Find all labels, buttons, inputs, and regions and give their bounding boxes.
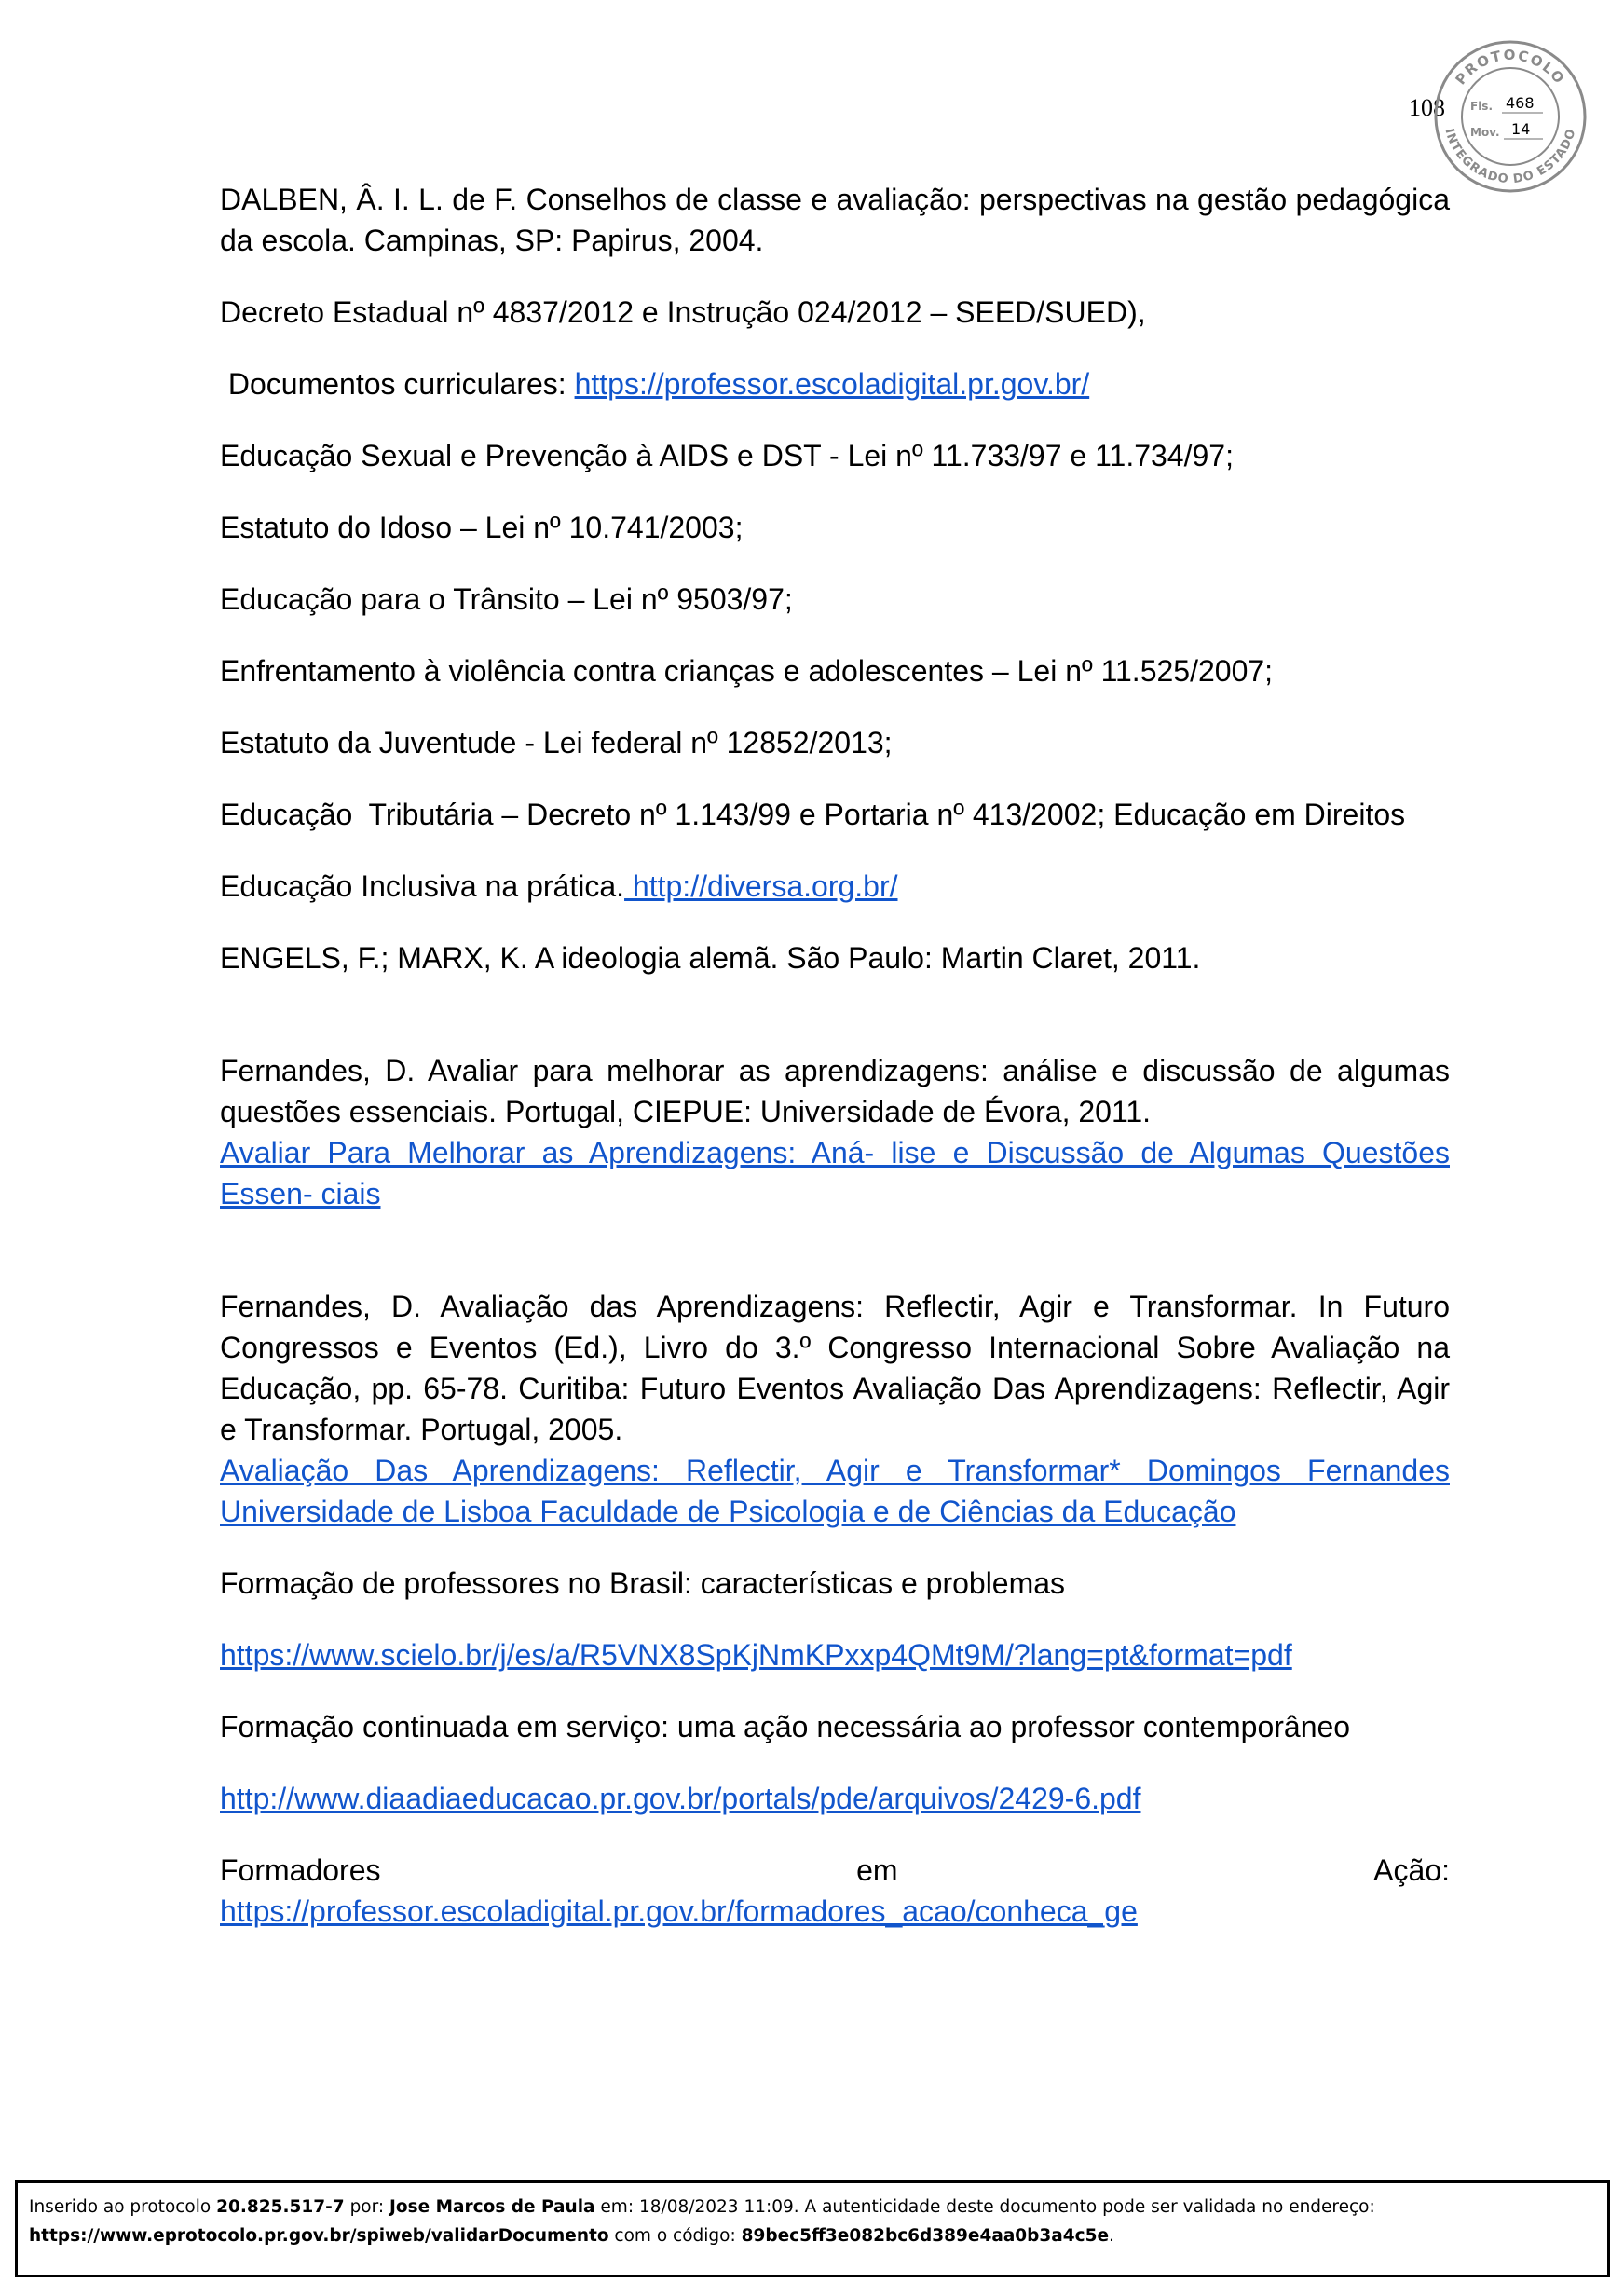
formadores-title-row xyxy=(220,1850,1450,1891)
reference-estatuto-idoso: Estatuto do Idoso – Lei nº 10.741/2003; xyxy=(220,511,744,544)
footer-text-3: em: 18/08/2023 11:09. A autenticidade deste documento pode ser validada no endereço: xyxy=(594,2197,1375,2217)
stamp-fls-value: 468 xyxy=(1506,94,1535,112)
reference-documentos-curriculares xyxy=(220,363,1450,404)
reference-formacao-continuada-link-row xyxy=(220,1778,1450,1819)
reference-tributaria: Educação Tributária – Decreto nº 1.143/99 e Portaria nº 413/2002; Educação em Direitos xyxy=(220,798,1406,831)
inclusiva-label: Educação Inclusiva na prática. xyxy=(220,869,625,903)
footer-validation-code: 89bec5ff3e082bc6d389e4aa0b3a4c5e xyxy=(741,2226,1110,2246)
reference-formadores xyxy=(220,1850,1450,1932)
reference-juventude: Estatuto da Juventude - Lei federal nº 12852/2013; xyxy=(220,726,893,759)
footer-text-5: . xyxy=(1109,2226,1114,2246)
stamp-mov-label: Mov. xyxy=(1470,126,1500,139)
stamp-arc-bottom: INTEGRADO DO ESTADO xyxy=(1441,127,1579,187)
stamp-arc-top: PROTOCOLO xyxy=(1452,47,1569,89)
formacao-continuada-link[interactable]: http://www.diaadiaeducacao.pr.gov.br/portals/pde/arquivos/2429-6.pdf xyxy=(220,1782,1141,1815)
footer-protocol-number: 20.825.517-7 xyxy=(216,2197,345,2217)
reference-formacao-brasil: Formação de professores no Brasil: características e problemas xyxy=(220,1566,1066,1600)
fernandes-2005-text: Fernandes, D. Avaliação das Aprendizagens: Reflectir, Agir e Transformar. In Futuro Congressos e Eventos (Ed.), Livro do 3.º Congresso Internacional Sobre Avaliação na Educação, pp. 65-78. Curitiba: Futuro Eventos Avaliação Das Aprendizagens: Reflectir, Agir e Transformar. Portugal, 2005. xyxy=(220,1290,1450,1446)
formadores-word-1: Formadores xyxy=(220,1853,381,1887)
reference-transito: Educação para o Trânsito – Lei nº 9503/97; xyxy=(220,582,793,616)
stamp-fls-label: Fls. xyxy=(1470,100,1494,113)
reference-fernandes-2011 xyxy=(220,1050,1450,1214)
reference-inclusiva xyxy=(220,866,1450,907)
reference-violencia: Enfrentamento à violência contra crianças e adolescentes – Lei nº 11.525/2007; xyxy=(220,654,1274,688)
fernandes-2011-text: Fernandes, D. Avaliar para melhorar as aprendizagens: análise e discussão de algumas questões essenciais. Portugal, CIEPUE: Universidade de Évora, 2011. xyxy=(220,1054,1450,1128)
formadores-word-2: em xyxy=(856,1853,898,1887)
formadores-link[interactable]: https://professor.escoladigital.pr.gov.br/formadores_acao/conheca_ge xyxy=(220,1894,1138,1928)
reference-formacao-continuada: Formação continuada em serviço: uma ação necessária ao professor contemporâneo xyxy=(220,1710,1351,1743)
page-number: 108 xyxy=(1409,94,1445,121)
protocol-stamp xyxy=(1433,39,1588,194)
fernandes-2005-link[interactable]: Avaliação Das Aprendizagens: Reflectir, Agir e Transformar* Domingos Fernandes Universidade de Lisboa Faculdade de Psicologia e de Ciências da Educação xyxy=(220,1454,1450,1528)
documentos-label: Documentos curriculares: xyxy=(220,367,575,401)
validation-footer xyxy=(15,2180,1610,2277)
reference-dalben: DALBEN, Â. I. L. de F. Conselhos de classe e avaliação: perspectivas na gestão pedagógica da escola. Campinas, SP: Papirus, 2004. xyxy=(220,183,1450,257)
inclusiva-link[interactable]: http://diversa.org.br/ xyxy=(624,869,898,903)
reference-decreto: Decreto Estadual nº 4837/2012 e Instrução 024/2012 – SEED/SUED), xyxy=(220,295,1146,329)
fernandes-2011-link[interactable]: Avaliar Para Melhorar as Aprendizagens: Aná- lise e Discussão de Algumas Questões Essen- ciais xyxy=(220,1136,1450,1210)
formacao-brasil-link[interactable]: https://www.scielo.br/j/es/a/R5VNX8SpKjNmKPxxp4QMt9M/?lang=pt&format=pdf xyxy=(220,1638,1292,1672)
reference-formacao-brasil-link-row xyxy=(220,1634,1450,1675)
references-list xyxy=(220,179,1450,1932)
footer-text-4: com o código: xyxy=(608,2226,742,2246)
footer-line-2 xyxy=(29,2221,1596,2250)
footer-text-1: Inserido ao protocolo xyxy=(29,2197,217,2217)
reference-fernandes-2005 xyxy=(220,1286,1450,1532)
footer-author: Jose Marcos de Paula xyxy=(389,2197,595,2217)
footer-line-1 xyxy=(29,2193,1596,2221)
footer-validation-url[interactable]: https://www.eprotocolo.pr.gov.br/spiweb/validarDocumento xyxy=(29,2226,609,2246)
stamp-mov-value: 14 xyxy=(1511,120,1531,138)
footer-text-2: por: xyxy=(344,2197,390,2217)
documentos-link[interactable]: https://professor.escoladigital.pr.gov.br/ xyxy=(574,367,1090,401)
formadores-word-3: Ação: xyxy=(1373,1853,1450,1887)
reference-educacao-sexual: Educação Sexual e Prevenção à AIDS e DST - Lei nº 11.733/97 e 11.734/97; xyxy=(220,439,1234,472)
reference-engels: ENGELS, F.; MARX, K. A ideologia alemã. São Paulo: Martin Claret, 2011. xyxy=(220,941,1201,975)
